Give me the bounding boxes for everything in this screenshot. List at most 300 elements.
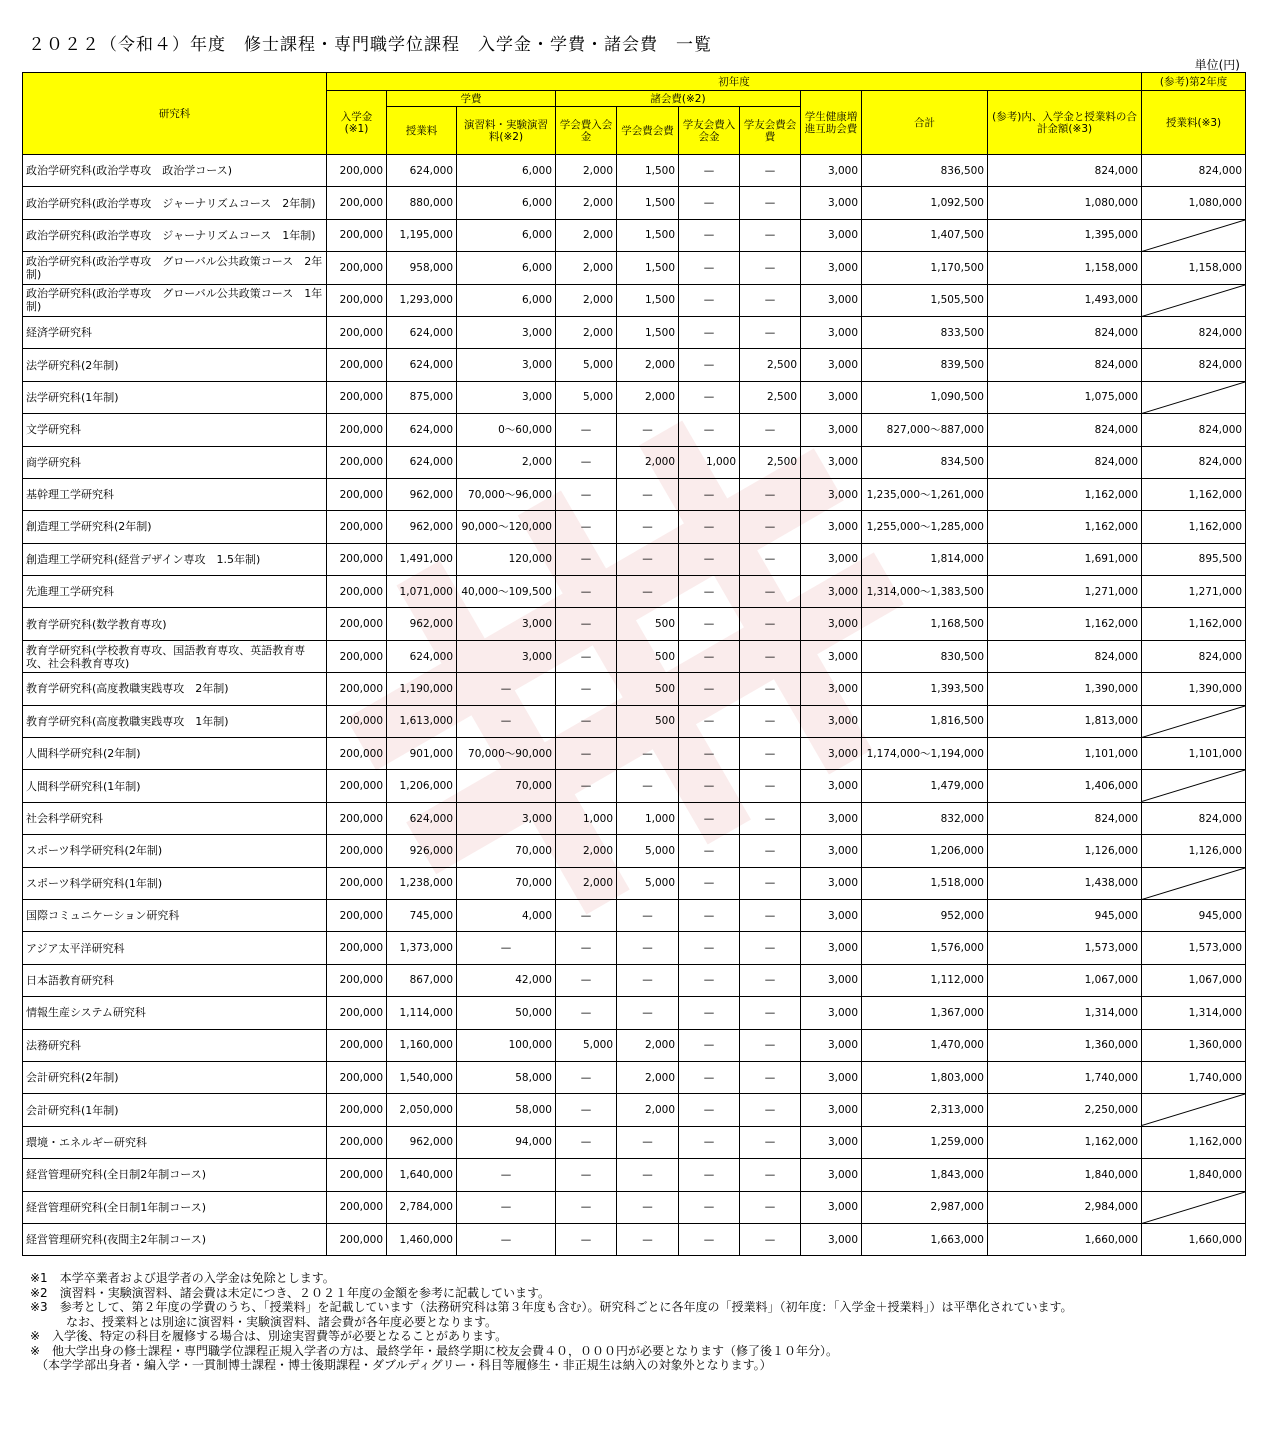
- table-row: [23, 252, 1246, 284]
- page-title: ２０２２（令和４）年度 修士課程・専門職学位課程 入学金・学費・諸会費 一覧: [28, 35, 712, 55]
- cell-ref-total: 1,080,000: [988, 187, 1142, 219]
- cell-alumni-fee: —: [740, 1061, 801, 1093]
- cell-alumni-entry: —: [679, 835, 740, 867]
- cell-exercise: 42,000: [457, 964, 556, 996]
- cell-exercise: —: [457, 932, 556, 964]
- cell-dept: 日本語教育研究科: [23, 964, 327, 996]
- cell-gakkai-fee: 1,500: [617, 284, 679, 316]
- cell-health: 3,000: [801, 1029, 862, 1061]
- cell-ref-total: 2,984,000: [988, 1191, 1142, 1223]
- cell-ref-total: 1,660,000: [988, 1223, 1142, 1255]
- cell-health: 3,000: [801, 738, 862, 770]
- cell-ref-total: 824,000: [988, 349, 1142, 381]
- cell-alumni-entry: —: [679, 1191, 740, 1223]
- header-ref-total: (参考)内、入学金と授業料の合計金額(※3): [988, 91, 1142, 155]
- cell-gakkai-entry: 2,000: [556, 867, 617, 899]
- cell-tuition: 962,000: [387, 1126, 457, 1158]
- cell-gakkai-entry: 2,000: [556, 284, 617, 316]
- cell-ref-total: 1,740,000: [988, 1061, 1142, 1093]
- cell-alumni-entry: —: [679, 252, 740, 284]
- cell-exercise: 3,000: [457, 381, 556, 413]
- table-row: [23, 770, 1246, 802]
- cell-second-tuition: 1,101,000: [1142, 738, 1246, 770]
- cell-health: 3,000: [801, 187, 862, 219]
- cell-total: 1,470,000: [862, 1029, 988, 1061]
- cell-health: 3,000: [801, 964, 862, 996]
- cell-second-tuition: 1,660,000: [1142, 1223, 1246, 1255]
- cell-total: 1,803,000: [862, 1061, 988, 1093]
- cell-gakkai-entry: —: [556, 576, 617, 608]
- cell-alumni-fee: —: [740, 1029, 801, 1061]
- cell-admission: 200,000: [327, 349, 387, 381]
- cell-second-tuition: 1,360,000: [1142, 1029, 1246, 1061]
- cell-alumni-entry: —: [679, 802, 740, 834]
- cell-admission: 200,000: [327, 802, 387, 834]
- cell-not-applicable: [1142, 705, 1246, 737]
- header-second-year-group: (参考)第2年度: [1142, 73, 1246, 91]
- cell-gakkai-entry: —: [556, 511, 617, 543]
- table-row: [23, 155, 1246, 187]
- cell-tuition: 1,373,000: [387, 932, 457, 964]
- cell-not-applicable: [1142, 219, 1246, 251]
- cell-gakkai-entry: 2,000: [556, 155, 617, 187]
- cell-health: 3,000: [801, 511, 862, 543]
- cell-not-applicable: [1142, 284, 1246, 316]
- cell-total: 1,816,500: [862, 705, 988, 737]
- cell-dept: スポーツ科学研究科(2年制): [23, 835, 327, 867]
- cell-second-tuition: 1,162,000: [1142, 478, 1246, 510]
- cell-alumni-fee: —: [740, 511, 801, 543]
- header-health: 学生健康増進互助会費: [801, 91, 862, 155]
- cell-tuition: 926,000: [387, 835, 457, 867]
- cell-second-tuition: 1,840,000: [1142, 1159, 1246, 1191]
- cell-admission: 200,000: [327, 1061, 387, 1093]
- cell-ref-total: 1,101,000: [988, 738, 1142, 770]
- cell-gakkai-entry: 5,000: [556, 349, 617, 381]
- footnote-line: （本学学部出身者・編入学・一貫制博士課程・博士後期課程・ダブルディグリー・科目等履修生・非正規生は納入の対象外となります。）: [30, 1358, 772, 1372]
- cell-ref-total: 824,000: [988, 316, 1142, 348]
- cell-alumni-fee: —: [740, 673, 801, 705]
- cell-alumni-fee: —: [740, 770, 801, 802]
- cell-alumni-fee: —: [740, 284, 801, 316]
- table-row: [23, 1223, 1246, 1255]
- cell-tuition: 745,000: [387, 899, 457, 931]
- footnote-line: ※ 入学後、特定の科目を履修する場合は、別途実習費等が必要となることがあります。: [30, 1329, 508, 1343]
- cell-second-tuition: 1,067,000: [1142, 964, 1246, 996]
- header-dept: 研究科: [23, 73, 327, 155]
- cell-gakkai-entry: —: [556, 1159, 617, 1191]
- cell-tuition: 1,114,000: [387, 997, 457, 1029]
- cell-alumni-fee: 2,500: [740, 381, 801, 413]
- cell-admission: 200,000: [327, 155, 387, 187]
- cell-not-applicable: [1142, 381, 1246, 413]
- cell-alumni-fee: —: [740, 738, 801, 770]
- cell-exercise: 70,000～96,000: [457, 478, 556, 510]
- cell-admission: 200,000: [327, 1094, 387, 1126]
- cell-tuition: 1,540,000: [387, 1061, 457, 1093]
- cell-gakkai-fee: 500: [617, 608, 679, 640]
- cell-alumni-entry: —: [679, 316, 740, 348]
- cell-ref-total: 1,395,000: [988, 219, 1142, 251]
- cell-gakkai-entry: —: [556, 1191, 617, 1223]
- table-row: [23, 835, 1246, 867]
- cell-dept: 法学研究科(2年制): [23, 349, 327, 381]
- cell-second-tuition: 824,000: [1142, 640, 1246, 672]
- cell-gakkai-fee: 2,000: [617, 1094, 679, 1126]
- cell-alumni-fee: —: [740, 543, 801, 575]
- cell-total: 832,000: [862, 802, 988, 834]
- cell-exercise: 94,000: [457, 1126, 556, 1158]
- cell-gakkai-entry: —: [556, 738, 617, 770]
- cell-gakkai-entry: 5,000: [556, 381, 617, 413]
- cell-tuition: 624,000: [387, 316, 457, 348]
- cell-ref-total: 1,438,000: [988, 867, 1142, 899]
- cell-admission: 200,000: [327, 316, 387, 348]
- cell-not-applicable: [1142, 1094, 1246, 1126]
- cell-alumni-entry: 1,000: [679, 446, 740, 478]
- cell-health: 3,000: [801, 446, 862, 478]
- cell-alumni-entry: —: [679, 1223, 740, 1255]
- cell-total: 1,235,000～1,261,000: [862, 478, 988, 510]
- cell-second-tuition: 824,000: [1142, 802, 1246, 834]
- cell-alumni-entry: —: [679, 187, 740, 219]
- cell-health: 3,000: [801, 414, 862, 446]
- cell-alumni-entry: —: [679, 997, 740, 1029]
- cell-exercise: 6,000: [457, 284, 556, 316]
- cell-health: 3,000: [801, 608, 862, 640]
- cell-exercise: 40,000～109,500: [457, 576, 556, 608]
- cell-gakkai-fee: 1,500: [617, 155, 679, 187]
- cell-ref-total: 1,162,000: [988, 608, 1142, 640]
- cell-total: 836,500: [862, 155, 988, 187]
- cell-gakkai-fee: —: [617, 899, 679, 931]
- cell-gakkai-entry: —: [556, 1061, 617, 1093]
- cell-ref-total: 1,158,000: [988, 252, 1142, 284]
- table-row: [23, 349, 1246, 381]
- cell-exercise: 58,000: [457, 1061, 556, 1093]
- cell-tuition: 1,640,000: [387, 1159, 457, 1191]
- cell-tuition: 875,000: [387, 381, 457, 413]
- cell-gakkai-entry: —: [556, 543, 617, 575]
- cell-gakkai-entry: —: [556, 608, 617, 640]
- cell-total: 1,092,500: [862, 187, 988, 219]
- cell-second-tuition: 824,000: [1142, 155, 1246, 187]
- cell-total: 1,843,000: [862, 1159, 988, 1191]
- cell-dept: 経営管理研究科(夜間主2年制コース): [23, 1223, 327, 1255]
- cell-health: 3,000: [801, 770, 862, 802]
- cell-health: 3,000: [801, 640, 862, 672]
- header-tuition-group: 学費: [387, 91, 556, 107]
- cell-total: 1,112,000: [862, 964, 988, 996]
- cell-health: 3,000: [801, 705, 862, 737]
- cell-gakkai-fee: —: [617, 770, 679, 802]
- cell-gakkai-fee: 5,000: [617, 835, 679, 867]
- cell-health: 3,000: [801, 155, 862, 187]
- cell-total: 839,500: [862, 349, 988, 381]
- cell-exercise: —: [457, 1191, 556, 1223]
- cell-tuition: 624,000: [387, 802, 457, 834]
- cell-alumni-entry: —: [679, 640, 740, 672]
- cell-health: 3,000: [801, 1126, 862, 1158]
- cell-alumni-fee: —: [740, 640, 801, 672]
- header-alumni-fee: 学友会費会費: [740, 107, 801, 155]
- cell-tuition: 2,050,000: [387, 1094, 457, 1126]
- cell-second-tuition: 1,158,000: [1142, 252, 1246, 284]
- cell-dept: 人間科学研究科(1年制): [23, 770, 327, 802]
- cell-ref-total: 2,250,000: [988, 1094, 1142, 1126]
- cell-total: 1,663,000: [862, 1223, 988, 1255]
- cell-alumni-entry: —: [679, 414, 740, 446]
- cell-exercise: 70,000: [457, 770, 556, 802]
- cell-second-tuition: 1,314,000: [1142, 997, 1246, 1029]
- cell-alumni-fee: —: [740, 252, 801, 284]
- cell-alumni-fee: —: [740, 867, 801, 899]
- cell-gakkai-fee: —: [617, 1191, 679, 1223]
- cell-admission: 200,000: [327, 187, 387, 219]
- table-row: [23, 705, 1246, 737]
- cell-admission: 200,000: [327, 608, 387, 640]
- table-row: [23, 738, 1246, 770]
- cell-gakkai-fee: 2,000: [617, 446, 679, 478]
- cell-total: 1,168,500: [862, 608, 988, 640]
- cell-dept: 社会科学研究科: [23, 802, 327, 834]
- cell-admission: 200,000: [327, 446, 387, 478]
- cell-alumni-entry: —: [679, 1159, 740, 1191]
- cell-ref-total: 1,126,000: [988, 835, 1142, 867]
- cell-health: 3,000: [801, 1061, 862, 1093]
- cell-gakkai-entry: —: [556, 414, 617, 446]
- cell-admission: 200,000: [327, 284, 387, 316]
- cell-total: 1,479,000: [862, 770, 988, 802]
- cell-alumni-fee: —: [740, 155, 801, 187]
- cell-dept: 政治学研究科(政治学専攻 ジャーナリズムコース 1年制): [23, 219, 327, 251]
- cell-gakkai-fee: 500: [617, 673, 679, 705]
- cell-exercise: 6,000: [457, 155, 556, 187]
- cell-exercise: 120,000: [457, 543, 556, 575]
- cell-gakkai-fee: —: [617, 414, 679, 446]
- cell-health: 3,000: [801, 478, 862, 510]
- cell-health: 3,000: [801, 1159, 862, 1191]
- cell-gakkai-entry: 2,000: [556, 316, 617, 348]
- table-row: [23, 284, 1246, 316]
- cell-tuition: 1,195,000: [387, 219, 457, 251]
- cell-total: 1,255,000～1,285,000: [862, 511, 988, 543]
- cell-total: 952,000: [862, 899, 988, 931]
- cell-alumni-entry: —: [679, 899, 740, 931]
- cell-health: 3,000: [801, 284, 862, 316]
- cell-gakkai-entry: —: [556, 1094, 617, 1126]
- cell-alumni-entry: —: [679, 381, 740, 413]
- cell-alumni-entry: —: [679, 738, 740, 770]
- table-row: [23, 640, 1246, 672]
- fee-table: [22, 72, 1246, 1256]
- cell-alumni-fee: —: [740, 997, 801, 1029]
- cell-gakkai-fee: —: [617, 1159, 679, 1191]
- cell-dept: 法学研究科(1年制): [23, 381, 327, 413]
- cell-ref-total: 1,493,000: [988, 284, 1142, 316]
- cell-second-tuition: 1,126,000: [1142, 835, 1246, 867]
- cell-alumni-entry: —: [679, 478, 740, 510]
- cell-dept: 基幹理工学研究科: [23, 478, 327, 510]
- cell-admission: 200,000: [327, 867, 387, 899]
- cell-alumni-fee: —: [740, 1159, 801, 1191]
- footnotes: [30, 1271, 1073, 1373]
- table-row: [23, 673, 1246, 705]
- cell-not-applicable: [1142, 770, 1246, 802]
- table-row: [23, 608, 1246, 640]
- cell-tuition: 1,238,000: [387, 867, 457, 899]
- cell-gakkai-entry: 2,000: [556, 252, 617, 284]
- cell-exercise: 6,000: [457, 219, 556, 251]
- cell-alumni-fee: —: [740, 964, 801, 996]
- cell-alumni-fee: —: [740, 219, 801, 251]
- cell-dept: 創造理工学研究科(2年制): [23, 511, 327, 543]
- cell-exercise: 6,000: [457, 187, 556, 219]
- table-row: [23, 899, 1246, 931]
- cell-gakkai-fee: 1,500: [617, 187, 679, 219]
- cell-gakkai-fee: 2,000: [617, 349, 679, 381]
- header-second-tuition: 授業料(※3): [1142, 91, 1246, 155]
- cell-tuition: 962,000: [387, 608, 457, 640]
- cell-admission: 200,000: [327, 219, 387, 251]
- table-row: [23, 511, 1246, 543]
- cell-gakkai-fee: —: [617, 964, 679, 996]
- cell-ref-total: 1,360,000: [988, 1029, 1142, 1061]
- cell-tuition: 1,491,000: [387, 543, 457, 575]
- cell-second-tuition: 824,000: [1142, 414, 1246, 446]
- cell-exercise: 100,000: [457, 1029, 556, 1061]
- cell-ref-total: 1,314,000: [988, 997, 1142, 1029]
- table-row: [23, 1191, 1246, 1223]
- cell-exercise: 3,000: [457, 608, 556, 640]
- header-total: 合計: [862, 91, 988, 155]
- header-gakkai-entry: 学会費入会金: [556, 107, 617, 155]
- cell-alumni-fee: 2,500: [740, 446, 801, 478]
- cell-total: 830,500: [862, 640, 988, 672]
- cell-alumni-entry: —: [679, 932, 740, 964]
- cell-gakkai-entry: —: [556, 1223, 617, 1255]
- cell-alumni-fee: —: [740, 835, 801, 867]
- cell-dept: 人間科学研究科(2年制): [23, 738, 327, 770]
- table-row: [23, 997, 1246, 1029]
- cell-dept: 国際コミュニケーション研究科: [23, 899, 327, 931]
- cell-tuition: 624,000: [387, 640, 457, 672]
- cell-gakkai-fee: —: [617, 738, 679, 770]
- cell-dept: 経営管理研究科(全日制1年制コース): [23, 1191, 327, 1223]
- cell-total: 2,313,000: [862, 1094, 988, 1126]
- cell-ref-total: 1,406,000: [988, 770, 1142, 802]
- cell-alumni-fee: —: [740, 705, 801, 737]
- table-row: [23, 543, 1246, 575]
- header-gakkai-fee: 学会費会費: [617, 107, 679, 155]
- cell-exercise: 3,000: [457, 640, 556, 672]
- cell-gakkai-fee: —: [617, 543, 679, 575]
- cell-exercise: —: [457, 1159, 556, 1191]
- cell-gakkai-fee: —: [617, 1223, 679, 1255]
- cell-dept: 文学研究科: [23, 414, 327, 446]
- cell-dept: 会計研究科(1年制): [23, 1094, 327, 1126]
- cell-tuition: 1,206,000: [387, 770, 457, 802]
- cell-alumni-entry: —: [679, 349, 740, 381]
- cell-total: 2,987,000: [862, 1191, 988, 1223]
- cell-ref-total: 1,573,000: [988, 932, 1142, 964]
- cell-gakkai-fee: —: [617, 1126, 679, 1158]
- table-row: [23, 932, 1246, 964]
- cell-gakkai-fee: 500: [617, 705, 679, 737]
- cell-gakkai-entry: —: [556, 640, 617, 672]
- cell-health: 3,000: [801, 1094, 862, 1126]
- cell-ref-total: 945,000: [988, 899, 1142, 931]
- cell-gakkai-fee: —: [617, 478, 679, 510]
- cell-alumni-entry: —: [679, 1094, 740, 1126]
- cell-tuition: 1,160,000: [387, 1029, 457, 1061]
- cell-dept: スポーツ科学研究科(1年制): [23, 867, 327, 899]
- cell-alumni-fee: —: [740, 932, 801, 964]
- cell-admission: 200,000: [327, 381, 387, 413]
- cell-tuition: 1,293,000: [387, 284, 457, 316]
- cell-exercise: —: [457, 1223, 556, 1255]
- cell-gakkai-entry: —: [556, 446, 617, 478]
- cell-tuition: 1,460,000: [387, 1223, 457, 1255]
- cell-dept: 先進理工学研究科: [23, 576, 327, 608]
- cell-alumni-fee: —: [740, 414, 801, 446]
- cell-gakkai-entry: 2,000: [556, 835, 617, 867]
- cell-alumni-fee: —: [740, 1126, 801, 1158]
- cell-alumni-entry: —: [679, 1061, 740, 1093]
- table-row: [23, 1159, 1246, 1191]
- cell-health: 3,000: [801, 673, 862, 705]
- cell-tuition: 624,000: [387, 446, 457, 478]
- cell-alumni-entry: —: [679, 543, 740, 575]
- cell-second-tuition: 1,390,000: [1142, 673, 1246, 705]
- cell-admission: 200,000: [327, 964, 387, 996]
- cell-admission: 200,000: [327, 511, 387, 543]
- cell-alumni-fee: 2,500: [740, 349, 801, 381]
- cell-dept: 会計研究科(2年制): [23, 1061, 327, 1093]
- cell-ref-total: 824,000: [988, 446, 1142, 478]
- cell-dept: 経済学研究科: [23, 316, 327, 348]
- cell-total: 1,393,500: [862, 673, 988, 705]
- cell-dept: 経営管理研究科(全日制2年制コース): [23, 1159, 327, 1191]
- cell-dept: 政治学研究科(政治学専攻 グローバル公共政策コース 1年制): [23, 284, 327, 316]
- cell-ref-total: 1,162,000: [988, 1126, 1142, 1158]
- cell-exercise: 6,000: [457, 252, 556, 284]
- cell-exercise: 0～60,000: [457, 414, 556, 446]
- cell-health: 3,000: [801, 997, 862, 1029]
- cell-gakkai-fee: —: [617, 932, 679, 964]
- cell-not-applicable: [1142, 867, 1246, 899]
- cell-admission: 200,000: [327, 738, 387, 770]
- cell-admission: 200,000: [327, 543, 387, 575]
- cell-health: 3,000: [801, 316, 862, 348]
- cell-health: 3,000: [801, 219, 862, 251]
- cell-gakkai-entry: —: [556, 1126, 617, 1158]
- cell-alumni-entry: —: [679, 673, 740, 705]
- cell-total: 834,500: [862, 446, 988, 478]
- header-fees-group: 諸会費(※2): [556, 91, 801, 107]
- cell-exercise: 70,000～90,000: [457, 738, 556, 770]
- cell-gakkai-fee: 5,000: [617, 867, 679, 899]
- cell-gakkai-fee: 2,000: [617, 381, 679, 413]
- cell-gakkai-fee: 2,000: [617, 1061, 679, 1093]
- cell-gakkai-fee: 1,000: [617, 802, 679, 834]
- cell-tuition: 1,190,000: [387, 673, 457, 705]
- table-row: [23, 316, 1246, 348]
- cell-health: 3,000: [801, 576, 862, 608]
- cell-total: 1,576,000: [862, 932, 988, 964]
- cell-dept: アジア太平洋研究科: [23, 932, 327, 964]
- cell-gakkai-entry: —: [556, 964, 617, 996]
